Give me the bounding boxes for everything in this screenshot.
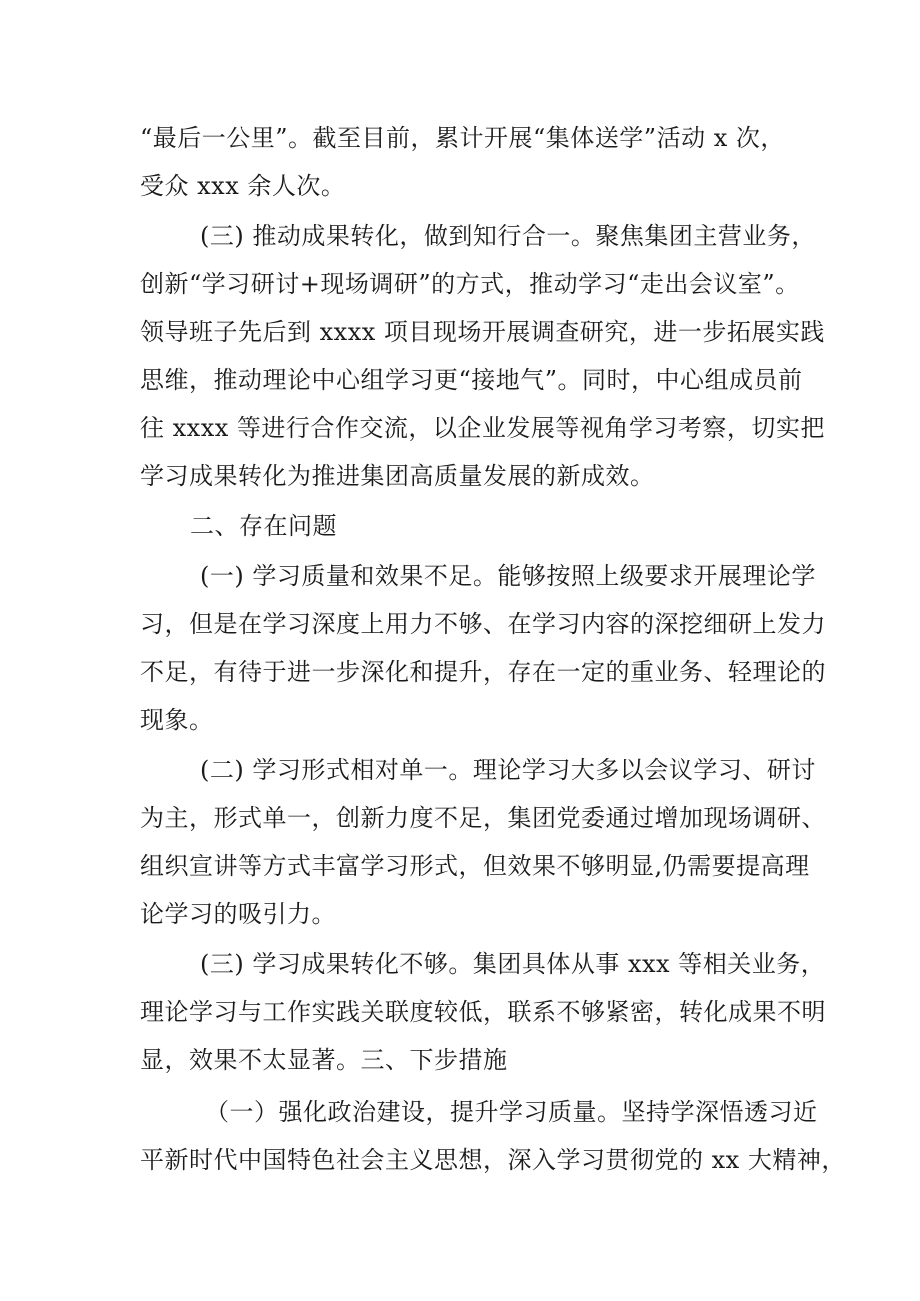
text-line: 不足，有待于进一步深化和提升，存在一定的重业务、轻理论的 — [140, 658, 826, 686]
text-line: 为主，形式单一，创新力度不足，集团党委通过增加现场调研、 — [140, 804, 826, 832]
section-heading-line: （一）强化政治建设，提升学习质量。坚持学深悟透习近 — [205, 1098, 818, 1126]
text-line: 思维，推动理论中心组学习更“接地气”。同时，中心组成员前 — [140, 366, 803, 394]
text-line: 现象。 — [140, 706, 214, 734]
section-heading-line: (二) 学习形式相对单一。理论学习大多以会议学习、研讨 — [200, 756, 816, 784]
text-line: 组织宣讲等方式丰富学习形式，但效果不够明显,仍需要提高理 — [140, 852, 810, 880]
text-line: 论学习的吸引力。 — [140, 900, 336, 928]
text-line: 创新“学习研讨+现场调研”的方式，推动学习“走出会议室”。 — [140, 270, 800, 298]
section-heading-line: (三) 推动成果转化，做到知行合一。聚焦集团主营业务， — [200, 222, 816, 250]
text-line: 平新时代中国特色社会主义思想，深入学习贯彻党的 xx 大精神， — [140, 1146, 846, 1174]
text-line: 理论学习与工作实践关联度较低，联系不够紧密，转化成果不明 — [140, 998, 826, 1026]
text-line: 往 xxxx 等进行合作交流，以企业发展等视角学习考察，切实把 — [140, 414, 825, 442]
text-line: 学习成果转化为推进集团高质量发展的新成效。 — [140, 462, 655, 490]
text-line: 显，效果不太显著。三、下步措施 — [140, 1046, 508, 1074]
section-heading-line: (一) 学习质量和效果不足。能够按照上级要求开展理论学 — [200, 562, 816, 590]
section-heading-line: (三) 学习成果转化不够。集团具体从事 xxx 等相关业务， — [200, 950, 826, 978]
text-line: 受众 xxx 余人次。 — [140, 172, 346, 200]
text-line: “最后一公里”。截至目前，累计开展“集体送学”活动 x 次， — [140, 124, 785, 152]
text-line: 习，但是在学习深度上用力不够、在学习内容的深挖细研上发力 — [140, 610, 826, 638]
section-title: 二、存在问题 — [190, 512, 337, 540]
text-line: 领导班子先后到 xxxx 项目现场开展调查研究，进一步拓展实践 — [140, 318, 825, 346]
